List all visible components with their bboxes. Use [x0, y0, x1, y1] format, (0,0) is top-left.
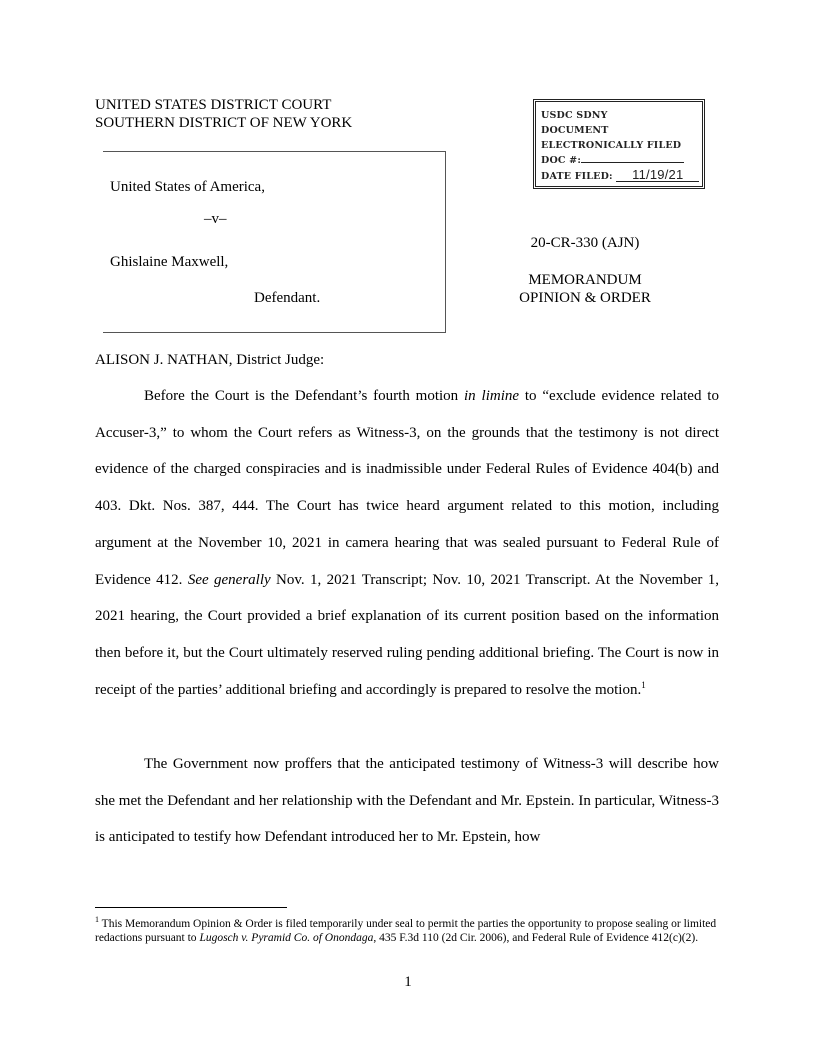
body-paragraph-2	[95, 746, 719, 856]
para1-text-a: Before the Court is the Defendant’s fourth motion	[144, 388, 465, 404]
para1-text-c: to “exclude evidence related to Accuser-3,” to whom the Court refers as Witness-3, on the grounds that the testimony is not direct evidence of the charged conspiracies and is inadmissible under Federal Rules of Evidence 404(b) and 403. Dkt. Nos. 387, 444. The Court has twice heard argument related to this motion, including argument at the November 10, 2021 in camera hearing that was sealed pursuant to Federal Rule of Evidence 412.	[95, 388, 719, 588]
footnote-text-a: This Memorandum Opinion & Order is filed temporarily under seal to permit the parties the opportunity to propose sealing or limited redactions pursuant to	[95, 917, 717, 945]
para1-italic-in-limine: in limine	[464, 388, 520, 404]
stamp-doc-blank	[581, 162, 684, 163]
stamp-date-row	[541, 168, 697, 184]
stamp-line-2: DOCUMENT	[541, 125, 609, 136]
document-title-line-2: OPINION & ORDER	[519, 290, 651, 306]
page-number: 1	[404, 974, 412, 990]
court-name	[95, 96, 352, 132]
stamp-date-label: DATE FILED:	[541, 171, 613, 182]
stamp-doc-label: DOC #:	[541, 155, 582, 166]
judge-line: ALISON J. NATHAN, District Judge:	[95, 352, 325, 368]
caption-plaintiff: United States of America,	[110, 179, 265, 195]
filing-stamp	[533, 99, 705, 189]
stamp-line-3: ELECTRONICALLY FILED	[541, 140, 682, 151]
footnote-number: 1	[95, 915, 99, 924]
caption-defendant-label: Defendant.	[254, 290, 321, 306]
stamp-line-1: USDC SDNY	[541, 110, 608, 121]
caption-defendant-name: Ghislaine Maxwell,	[110, 254, 229, 270]
stamp-date-value: 11/19/21	[616, 168, 699, 182]
case-number: 20-CR-330 (AJN)	[530, 235, 640, 251]
stamp-doc-row	[541, 153, 697, 168]
footnote-text-c: , 435 F.3d 110 (2d Cir. 2006), and Federal Rule of Evidence 412(c)(2).	[373, 932, 699, 945]
footnote-case-name: Lugosch v. Pyramid Co. of Onondaga	[199, 932, 374, 945]
court-line-1: UNITED STATES DISTRICT COURT	[95, 97, 332, 113]
para1-italic-see-generally: See generally	[187, 571, 271, 588]
para2-text: The Government now proffers that the anticipated testimony of Witness-3 will describe how she met the Defendant and her relationship with the Defendant and Mr. Epstein. In particular, Witness-3 is anticipated to testify how Defendant introduced her to Mr. Epstein, how	[95, 756, 719, 846]
para1-text-e: Nov. 1, 2021 Transcript; Nov. 10, 2021 Transcript. At the November 1, 2021 hearing, the Court provided a brief explanation of its current position based on the information then before it, but the Court ultimately reserved ruling pending additional briefing. The Court is now in receipt of the parties’ additional briefing and accordingly is prepared to resolve the motion.	[95, 571, 719, 698]
court-line-2: SOUTHERN DISTRICT OF NEW YORK	[95, 115, 353, 131]
document-title	[500, 271, 670, 307]
footnote-reference[interactable]: 1	[641, 679, 646, 690]
footnote-divider	[95, 907, 287, 908]
body-paragraph-1	[95, 378, 719, 708]
document-title-line-1: MEMORANDUM	[528, 272, 642, 288]
footnote-1	[95, 913, 720, 946]
caption-versus: –v–	[204, 211, 227, 227]
